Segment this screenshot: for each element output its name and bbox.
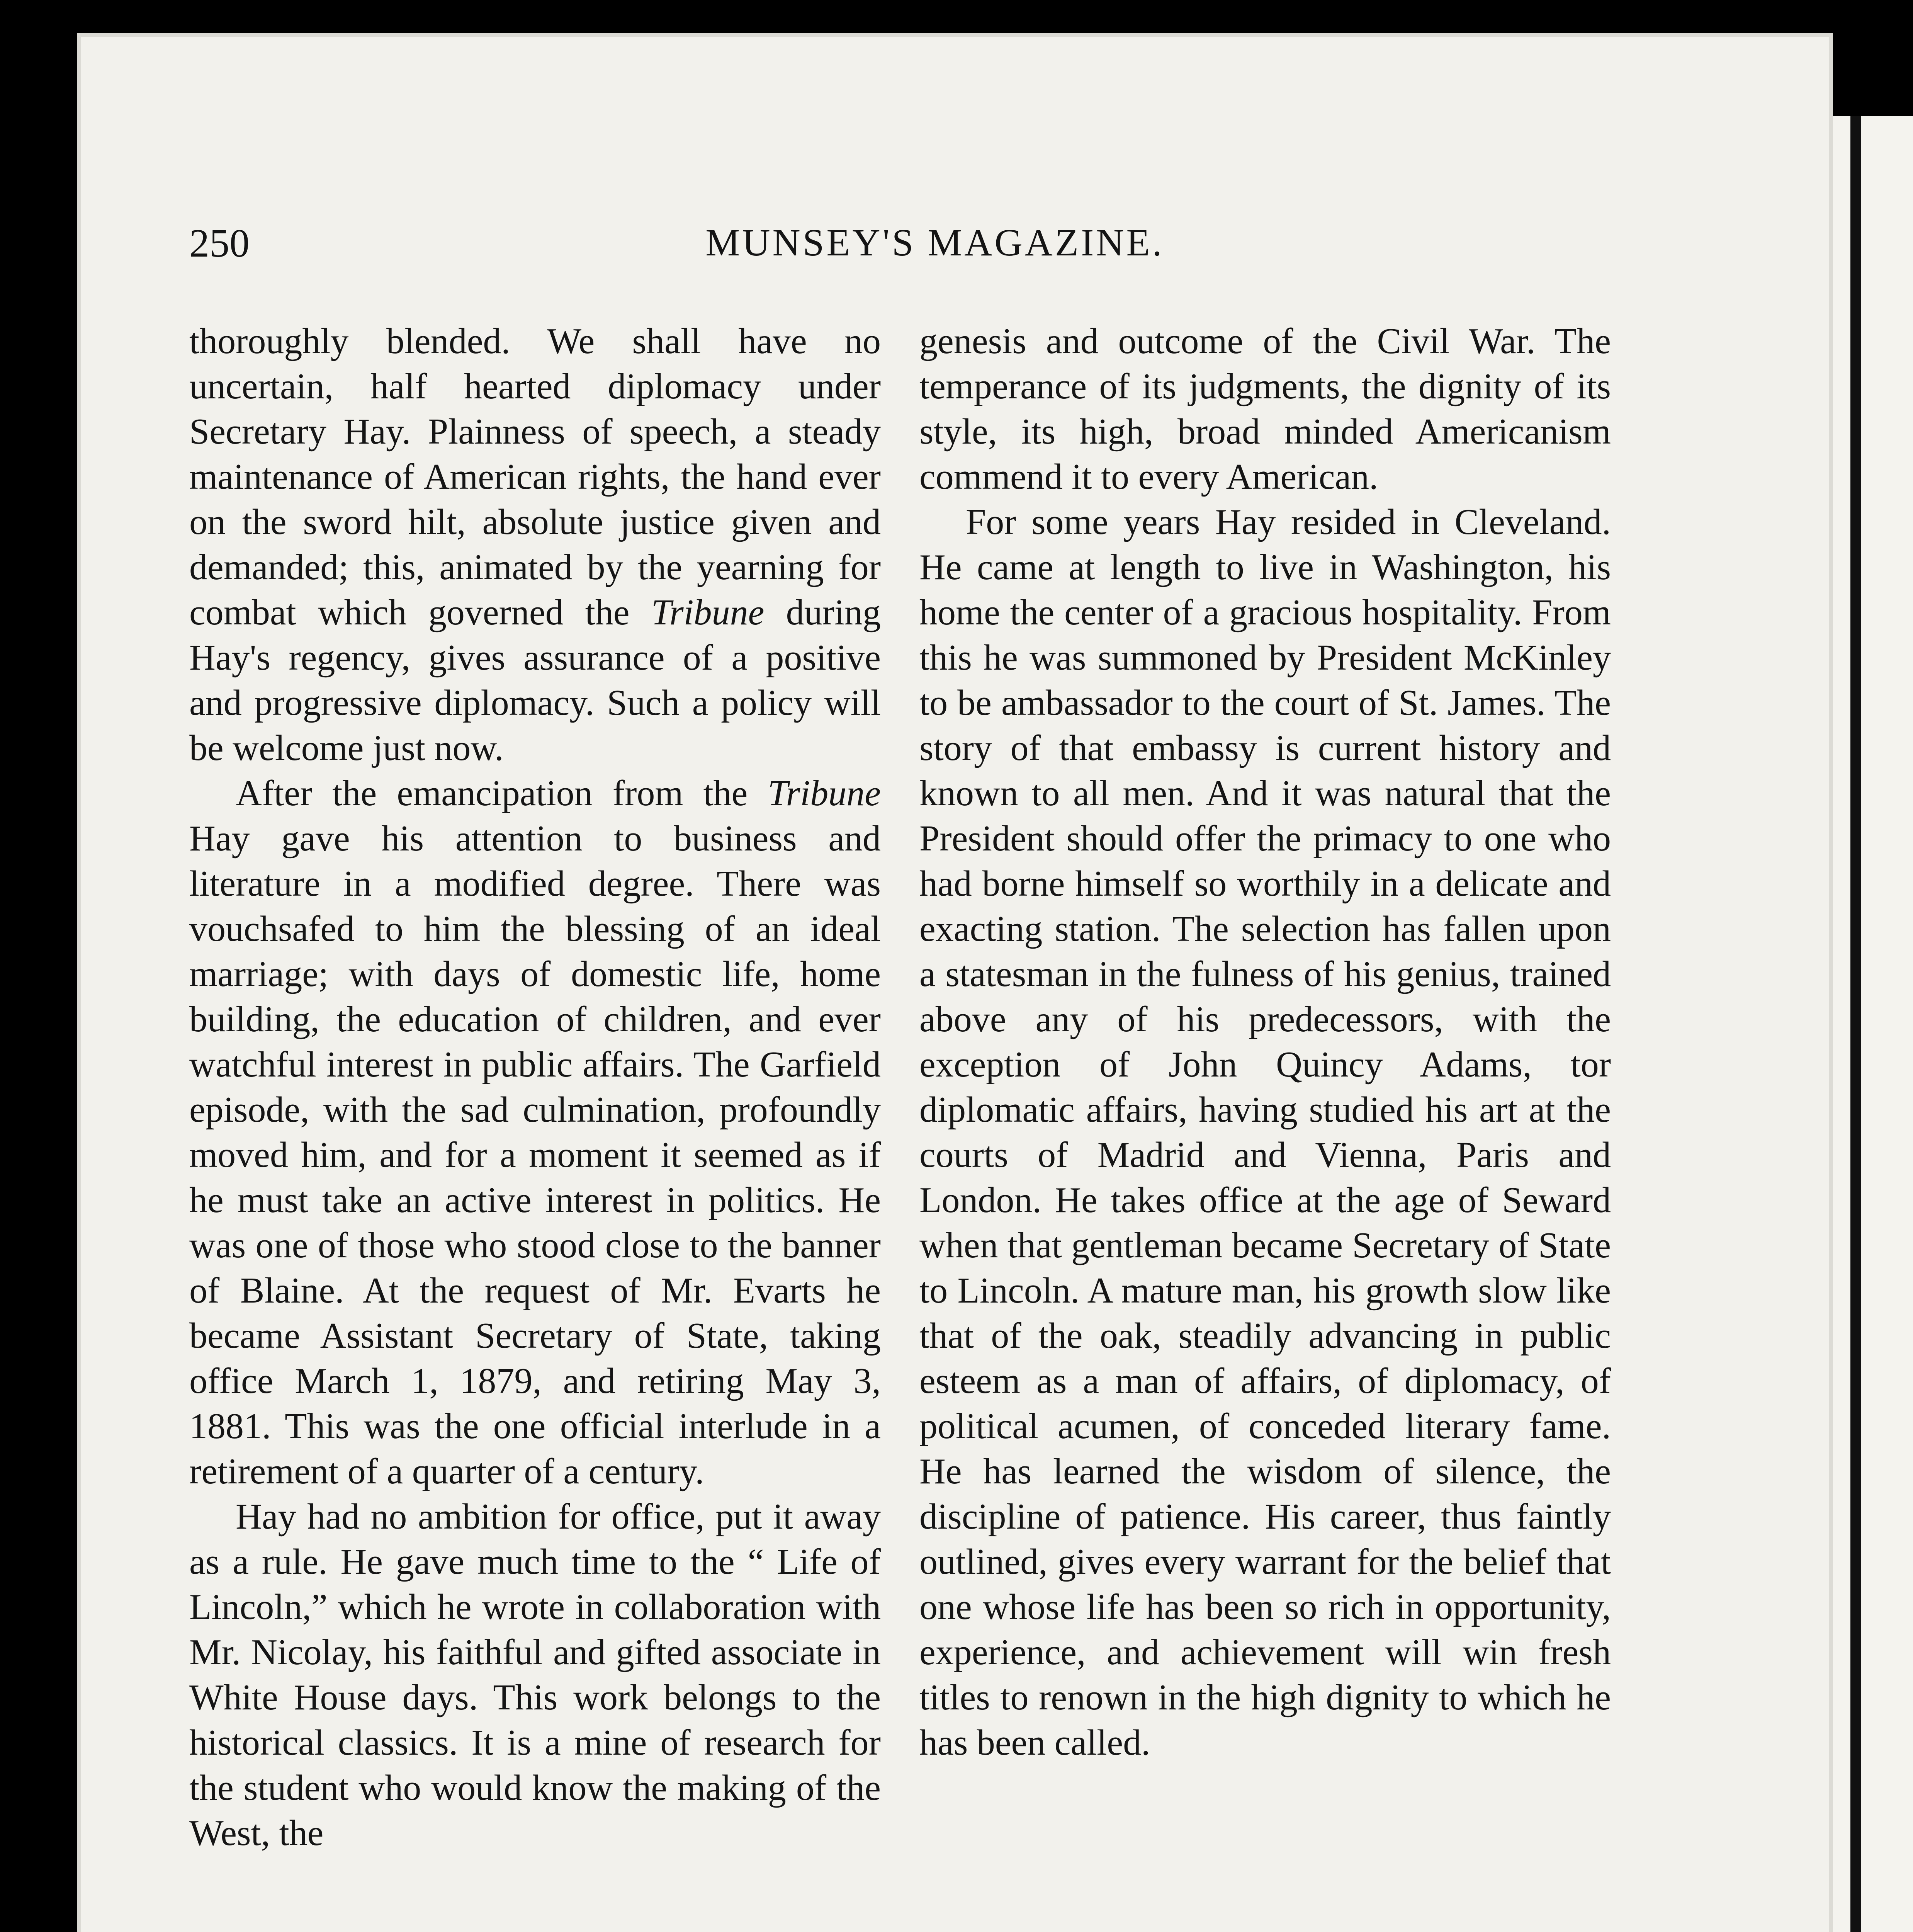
paragraph: For some years Hay resided in Cleveland. He came at length to live in Washington, his home the center of a gracious hospitality. From this he was summoned by President McKinley to be ambassador to the court of St. James. The story of that embassy is current history and known to all men. And it was natural that the President should offer the primacy to one who had borne himself so worthily in a delicate and exacting station. The selection has fallen upon a statesman in the fulness of his genius, trained above any of his predecessors, with the exception of John Quincy Adams, tor diplomatic affairs, having studied his art at the courts of Madrid and Vienna, Paris and London. He takes office at the age of Seward when that gentleman became Secretary of State to Lincoln. A mature man, his growth slow like that of the oak, steadily advancing in public esteem as a man of affairs, of diplomacy, of political acumen, of conceded literary fame. He has learned the wisdom of silence, the discipline of patience. His career, thus faintly outlined, gives every warrant for the belief that one whose life has been so rich in opportunity, experience, and achievement will win fresh titles to renown in the high dignity to which he has been called. [919,502,1611,1763]
right-text-column [919,319,1611,1765]
page-number: 250 [189,221,250,265]
running-header [189,220,1680,286]
magazine-title: MUNSEY'S MAGAZINE. [705,221,1164,264]
paragraph: thoroughly blended. We shall have no uncertain, half hearted diplomacy under Secretary Hay. Plainness of speech, a steady maintenance of American rights, the hand ever on the sword hilt, absolute justice given and demanded; this, animated by the yearning for combat which governed the Tribune during Hay's regency, gives assurance of a positive and progressive diplomacy. Such a policy will be welcome just now. [189,321,881,768]
paragraph: After the emancipation from the Tribune Hay gave his attention to business and literature in a modified degree. There was vouchsafed to him the blessing of an ideal marriage; with days of domestic life, home building, the education of children, and ever watchful interest in public affairs. The Garfield episode, with the sad culmination, profoundly moved him, and for a moment it seemed as if he must take an active interest in politics. He was one of those who stood close to the banner of Blaine. At the request of Mr. Evarts he became Assistant Secretary of State, taking office March 1, 1879, and retiring May 3, 1881. This was the one official interlude in a retirement of a quarter of a century. [189,773,881,1492]
paragraph: genesis and outcome of the Civil War. The temperance of its judgments, the dignity of its style, its high, broad minded Americanism commend it to every American. [919,321,1611,497]
page-gutter [1850,116,1861,1932]
left-text-column [189,319,881,1856]
paragraph: Hay had no ambition for office, put it away as a rule. He gave much time to the “ Life of Lincoln,” which he wrote in collaboration with Mr. Nicolay, his faithful and gifted associate in White House days. This work belongs to the historical classics. It is a mine of research for the student who would know the making of the West, the [189,1497,881,1853]
adjacent-page-edge [1833,116,1913,1932]
